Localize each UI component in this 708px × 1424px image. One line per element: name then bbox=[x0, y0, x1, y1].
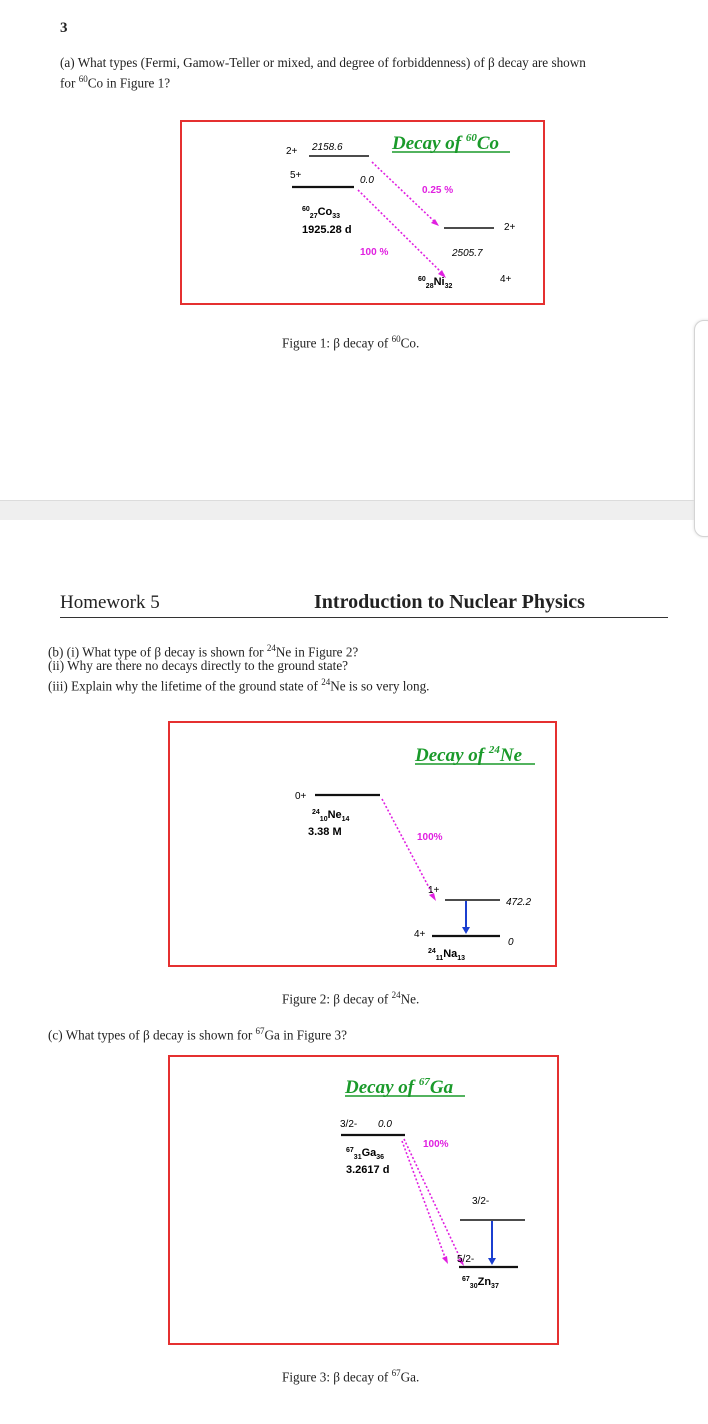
header-left: Homework 5 bbox=[60, 592, 160, 613]
mass-number: 60 bbox=[78, 74, 88, 84]
text: (b) (i) What type of β decay is shown for bbox=[48, 644, 267, 660]
text: Ne. bbox=[400, 991, 420, 1007]
page-separator-line bbox=[0, 500, 708, 501]
mass-number: 67 bbox=[255, 1026, 265, 1036]
mass-number: 24 bbox=[321, 677, 331, 687]
figure-3-caption bbox=[282, 1366, 419, 1384]
text: Ne is so very long. bbox=[330, 678, 430, 694]
header-right: Introduction to Nuclear Physics bbox=[314, 591, 585, 613]
daughter-nuclide: $^{67}_{30}Zn_{37}$ bbox=[462, 1276, 499, 1290]
mass-number: 67 bbox=[391, 1368, 401, 1378]
text: Co in Figure 1? bbox=[87, 75, 171, 91]
figure-1-caption bbox=[282, 332, 419, 350]
branch-arrow-large bbox=[358, 190, 444, 275]
daughter-energy-lower: 0 bbox=[508, 937, 514, 948]
branch-arrow-lower bbox=[402, 1141, 446, 1260]
daughter-energy-upper: 472.2 bbox=[506, 897, 532, 908]
figure-1-title: Decay of $^{60}$Co bbox=[392, 132, 500, 154]
scrollbar-thumb[interactable] bbox=[694, 320, 708, 537]
daughter-spin-lower: 5/2- bbox=[457, 1254, 475, 1265]
daughter-nuclide: $^{60}_{28}Ni_{32}$ bbox=[418, 276, 453, 290]
figure-3-box bbox=[168, 1055, 559, 1345]
mass-number: 60 bbox=[391, 334, 401, 344]
branch-label: 100% bbox=[423, 1139, 449, 1150]
figure-1-decay-scheme bbox=[182, 122, 543, 303]
text: Ga in Figure 3? bbox=[264, 1027, 347, 1043]
branch-arrow bbox=[382, 799, 434, 897]
part-a-question-line-2 bbox=[60, 72, 170, 90]
arrowhead bbox=[442, 1256, 448, 1264]
part-b-question-line-2: (ii) Why are there no decays directly to the ground state? bbox=[48, 658, 349, 673]
daughter-nuclide: $^{24}_{11}Na_{13}$ bbox=[428, 948, 466, 962]
mass-number: 24 bbox=[391, 990, 401, 1000]
parent-halflife: 1925.28 d bbox=[302, 224, 352, 236]
figure-3-decay-scheme bbox=[170, 1057, 557, 1343]
branch-label-large: 100 % bbox=[360, 247, 389, 258]
parent-energy-ground: 0.0 bbox=[360, 175, 374, 186]
arrowhead bbox=[431, 219, 439, 226]
text: Figure 3: β decay of bbox=[282, 1369, 392, 1385]
part-c-question-line-1 bbox=[48, 1024, 347, 1042]
figure-3-title: Decay of $^{67}$Ga bbox=[345, 1076, 454, 1098]
page-separator bbox=[0, 500, 708, 520]
parent-halflife: 3.38 M bbox=[308, 826, 342, 838]
part-b-question-line-1 bbox=[48, 641, 358, 659]
figure-1-box bbox=[180, 120, 545, 305]
figure-2-box bbox=[168, 721, 557, 967]
text: (iii) Explain why the lifetime of the ground state of bbox=[48, 678, 322, 694]
parent-spin-ground: 5+ bbox=[290, 170, 302, 181]
daughter-spin-upper: 1+ bbox=[428, 885, 440, 896]
text: for bbox=[60, 75, 79, 91]
header-rule bbox=[60, 617, 668, 618]
figure-2-caption bbox=[282, 988, 419, 1006]
daughter-spin-lower: 4+ bbox=[500, 274, 512, 285]
parent-energy-excited: 2158.6 bbox=[312, 142, 343, 153]
text: Figure 2: β decay of bbox=[282, 991, 392, 1007]
parent-spin-excited: 2+ bbox=[286, 146, 298, 157]
parent-halflife: 3.2617 d bbox=[346, 1164, 390, 1176]
arrowhead bbox=[488, 1258, 496, 1265]
daughter-spin-upper: 3/2- bbox=[472, 1196, 490, 1207]
text: Ne in Figure 2? bbox=[275, 644, 359, 660]
parent-nuclide: $^{60}_{27}Co_{33}$ bbox=[302, 206, 341, 220]
branch-arrow-upper bbox=[404, 1139, 462, 1262]
daughter-energy: 2505.7 bbox=[452, 248, 483, 259]
parent-nuclide: $^{24}_{10}Ne_{14}$ bbox=[312, 809, 350, 823]
parent-energy: 0.0 bbox=[378, 1119, 392, 1130]
daughter-spin-upper: 2+ bbox=[504, 222, 516, 233]
mass-number: 24 bbox=[266, 643, 276, 653]
daughter-spin-lower: 4+ bbox=[414, 929, 426, 940]
question-number: 3 bbox=[60, 20, 68, 36]
text: (c) What types of β decay is shown for bbox=[48, 1027, 256, 1043]
parent-spin: 3/2- bbox=[340, 1119, 358, 1130]
figure-2-decay-scheme bbox=[170, 723, 555, 965]
text: Figure 1: β decay of bbox=[282, 335, 392, 351]
part-a-question-line-1: (a) What types (Fermi, Gamow-Teller or mixed, and degree of forbiddenness) of β decay are shown bbox=[60, 55, 586, 70]
text: Co. bbox=[400, 335, 420, 351]
text: Ga. bbox=[400, 1369, 420, 1385]
part-b-question-line-3 bbox=[48, 675, 429, 693]
figure-2-title: Decay of $^{24}$Ne bbox=[415, 744, 523, 766]
branch-label-small: 0.25 % bbox=[422, 185, 454, 196]
branch-label: 100% bbox=[417, 832, 443, 843]
parent-spin: 0+ bbox=[295, 791, 307, 802]
arrowhead bbox=[462, 927, 470, 934]
parent-nuclide: $^{67}_{31}Ga_{36}$ bbox=[346, 1147, 385, 1161]
